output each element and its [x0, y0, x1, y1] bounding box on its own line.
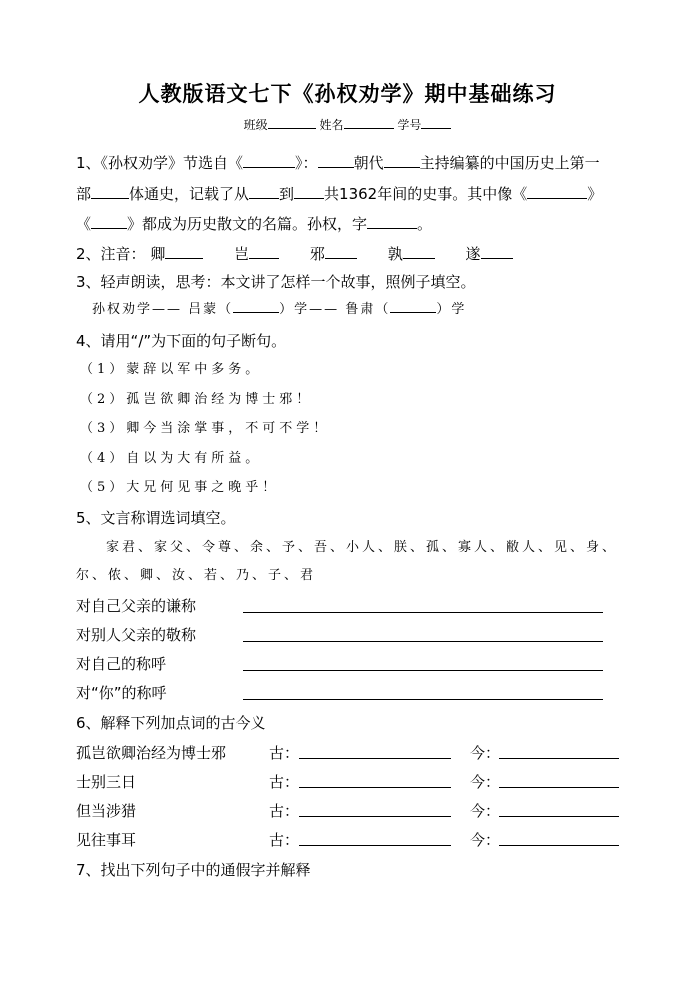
q6-row-label: 士别三日 [76, 773, 137, 791]
page-title: 人教版语文七下《孙权劝学》期中基础练习 [138, 81, 557, 106]
q1-text: 到 [279, 185, 295, 203]
pinyin-char: 孰 [387, 245, 403, 263]
q1-blank-editor[interactable] [384, 155, 420, 168]
q6-ancient-line[interactable] [299, 845, 451, 846]
q7-label: 7、找出下列句子中的通假字并解释 [76, 861, 311, 879]
q5-label: 5、文言称谓选词填空。 [76, 509, 236, 527]
q1-text: 部 [76, 185, 92, 203]
q6-ancient-label: 古： [269, 744, 300, 762]
q6-modern-line[interactable] [499, 845, 619, 846]
q5-answer-line[interactable] [243, 699, 603, 700]
q1-text: 主持编纂的中国历史上第一 [419, 154, 600, 172]
pinyin-char: 卿 [150, 245, 166, 263]
q2-line [76, 244, 539, 264]
q5-row-label: 对自己的称呼 [76, 655, 167, 673]
pinyin-char: 岂 [234, 245, 250, 263]
q1-blank-from[interactable] [249, 186, 279, 199]
q5-answer-line[interactable] [243, 641, 603, 642]
q6-row-label: 孤岂欲卿治经为博士邪 [76, 744, 227, 762]
class-blank[interactable] [268, 116, 316, 129]
id-blank[interactable] [421, 116, 451, 129]
q3-example-text: ）学 [436, 302, 467, 317]
q1-line-3 [76, 214, 432, 234]
q3-blank-lv[interactable] [233, 300, 279, 313]
q6-modern-label: 今： [470, 773, 501, 791]
q6-row-label: 见往事耳 [76, 831, 137, 849]
pinyin-item [150, 244, 203, 264]
q3-label: 3、轻声朗读，思考：本文讲了怎样一个故事，照例子填空。 [76, 273, 476, 291]
name-label: 姓名 [319, 118, 344, 132]
q5-word-bank-2: 尔、侬、卿、汝、若、乃、子、君 [76, 568, 317, 583]
q1-blank-source[interactable] [243, 155, 295, 168]
q6-modern-line[interactable] [499, 816, 619, 817]
q6-modern-label: 今： [470, 802, 501, 820]
q1-blank-courtesy-name[interactable] [367, 216, 417, 229]
pinyin-char: 遂 [465, 245, 481, 263]
pinyin-blank[interactable] [403, 246, 435, 259]
q3-example-text: 鲁肃（ [345, 302, 391, 317]
q1-blank-work-2[interactable] [91, 216, 127, 229]
q1-blank-genre[interactable] [91, 186, 129, 199]
q4-sentence: （5）大兄何见事之晚乎！ [80, 480, 280, 495]
q6-ancient-label: 古： [269, 773, 300, 791]
id-label: 学号 [397, 118, 422, 132]
pinyin-char: 邪 [309, 245, 325, 263]
pinyin-item [310, 244, 357, 264]
q1-text: 》都成为历史散文的名篇。孙权，字 [127, 215, 368, 233]
q5-row-label: 对“你”的称呼 [76, 684, 167, 702]
q5-row-label: 对自己父亲的谦称 [76, 597, 197, 615]
q5-answer-line[interactable] [243, 670, 603, 671]
q4-sentence: （3）卿今当涂掌事，不可不学！ [80, 421, 331, 436]
q6-ancient-line[interactable] [299, 758, 451, 759]
name-blank[interactable] [344, 116, 394, 129]
q1-blank-to[interactable] [294, 186, 324, 199]
q1-line-2 [76, 184, 602, 204]
q1-text: 共1362年间的史事。其中像《 [324, 185, 528, 203]
pinyin-blank[interactable] [325, 246, 357, 259]
q1-blank-work-1[interactable] [527, 186, 587, 199]
q6-row-label: 但当涉猎 [76, 802, 137, 820]
q6-modern-line[interactable] [499, 758, 619, 759]
q4-sentence: （4）自以为大有所益。 [80, 451, 263, 466]
q6-modern-label: 今： [470, 744, 501, 762]
pinyin-item [234, 244, 279, 264]
pinyin-blank[interactable] [165, 246, 203, 259]
q6-modern-line[interactable] [499, 787, 619, 788]
q6-label: 6、解释下列加点词的古今义 [76, 714, 266, 732]
q3-example-text: 孙权劝学—— [92, 302, 183, 317]
q1-text: 1、《孙权劝学》节选自《 [76, 154, 244, 172]
q1-text: 》： [295, 154, 318, 172]
pinyin-item [466, 244, 513, 264]
pinyin-item [388, 244, 435, 264]
q1-blank-dynasty[interactable] [318, 155, 354, 168]
q1-text: 《 [76, 215, 92, 233]
q4-sentence: （1）蒙辞以军中多务。 [80, 362, 263, 377]
q6-ancient-label: 古： [269, 802, 300, 820]
q6-modern-label: 今： [470, 831, 501, 849]
q5-answer-line[interactable] [243, 612, 603, 613]
q3-blank-lu[interactable] [390, 300, 436, 313]
pinyin-blank[interactable] [481, 246, 513, 259]
q6-ancient-line[interactable] [299, 787, 451, 788]
q2-label: 2、注音： [76, 245, 146, 263]
q6-ancient-label: 古： [269, 831, 300, 849]
q4-sentence: （2）孤岂欲卿治经为博士邪！ [80, 392, 314, 407]
q3-example-text: ）学—— [279, 302, 340, 317]
q1-text: 。 [417, 215, 433, 233]
class-label: 班级 [243, 118, 268, 132]
q3-example-text: 吕蒙（ [188, 302, 234, 317]
q5-row-label: 对别人父亲的敬称 [76, 626, 197, 644]
q1-text: 》 [587, 185, 603, 203]
q1-text: 朝代 [353, 154, 384, 172]
q6-ancient-line[interactable] [299, 816, 451, 817]
q3-example-line [92, 300, 466, 320]
student-info-line [0, 116, 695, 133]
q1-line-1 [76, 153, 600, 173]
pinyin-blank[interactable] [249, 246, 279, 259]
q1-text: 体通史，记载了从 [129, 185, 250, 203]
q5-word-bank-1: 家君、家父、令尊、余、予、吾、小人、朕、孤、寡人、敝人、见、身、 [106, 540, 619, 555]
q4-label: 4、请用“/”为下面的句子断句。 [76, 332, 287, 350]
